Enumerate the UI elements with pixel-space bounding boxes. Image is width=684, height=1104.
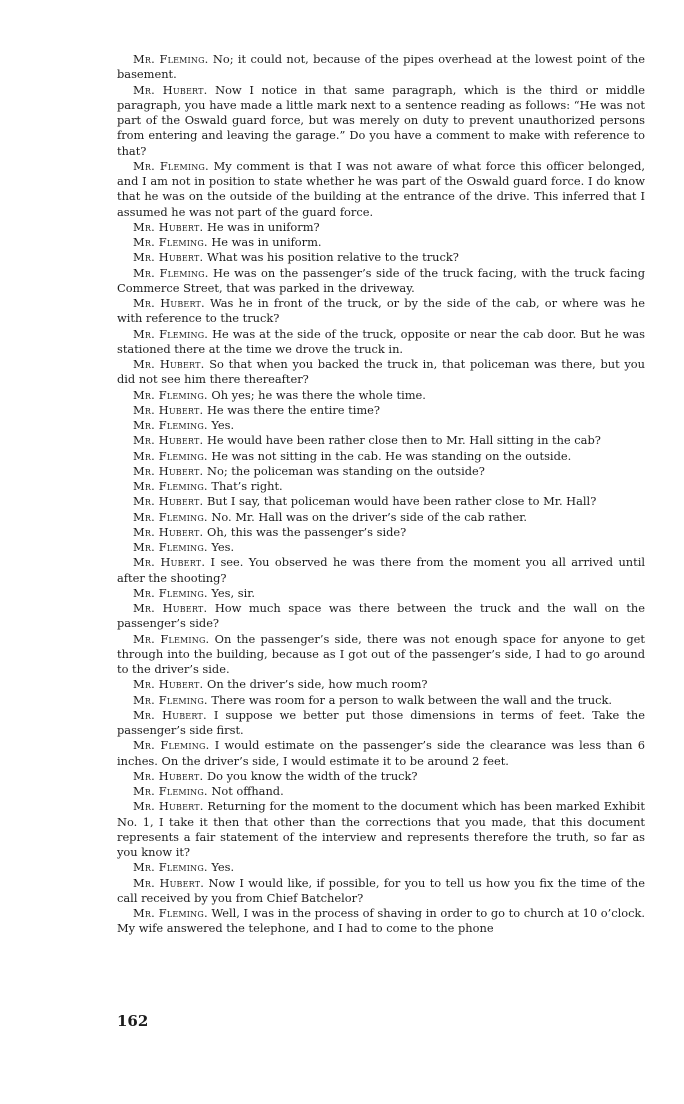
testimony-paragraph — [117, 784, 645, 799]
testimony-paragraph — [117, 632, 645, 678]
testimony-text: Not offhand. — [211, 784, 284, 798]
testimony-paragraph — [117, 159, 645, 220]
speaker-name: Mr. Hubert. — [133, 494, 204, 509]
testimony-text: No; it could not, because of the pipes overhead at the lowest point of the basement. — [117, 52, 645, 82]
testimony-text: He was at the side of the truck, opposite or near the cab door. But he was stationed there at the time we drove the truck in. — [117, 326, 646, 356]
testimony-paragraph — [117, 906, 645, 937]
speaker-name: Mr. Fleming. — [133, 509, 208, 524]
testimony-text: Do you know the width of the truck? — [207, 768, 418, 783]
testimony-text: But I say, that policeman would have been rather close to Mr. Hall? — [207, 494, 597, 509]
speaker-name: Mr. Fleming. — [133, 265, 209, 280]
testimony-text: Oh yes; he was there the whole time. — [211, 387, 426, 402]
testimony-text: No. Mr. Hall was on the driver’s side of the cab rather. — [211, 509, 528, 524]
testimony-paragraph — [117, 403, 645, 418]
speaker-name: Mr. Fleming. — [133, 479, 208, 493]
speaker-name: Mr. Fleming. — [133, 158, 209, 173]
speaker-name: Mr. Fleming. — [133, 540, 208, 554]
testimony-text: I see. You observed he was there from the moment you all arrived until after the shooting? — [117, 555, 645, 585]
testimony-paragraph — [117, 510, 645, 525]
speaker-name: Mr. Fleming. — [133, 906, 208, 920]
testimony-text: Yes. — [211, 860, 235, 875]
testimony-paragraph — [117, 677, 645, 692]
testimony-text: He was there the entire time? — [207, 402, 381, 417]
speaker-name: Mr. Hubert. — [133, 677, 204, 692]
testimony-paragraph — [117, 52, 645, 83]
testimony-text: He was in uniform? — [207, 219, 320, 234]
testimony-paragraph — [117, 601, 645, 632]
testimony-paragraph — [117, 586, 645, 601]
speaker-name: Mr. Fleming. — [133, 585, 208, 600]
speaker-name: Mr. Hubert. — [133, 463, 204, 478]
testimony-paragraph — [117, 555, 645, 586]
testimony-paragraph — [117, 449, 645, 464]
speaker-name: Mr. Hubert. — [133, 250, 204, 265]
speaker-name: Mr. Fleming. — [133, 692, 208, 707]
testimony-text: So that when you backed the truck in, that policeman was there, but you did not see him there thereafter? — [117, 357, 645, 387]
testimony-text: On the passenger’s side, there was not enough space for anyone to get through into the building, because as I got out of the passenger’s side, I had to go around to the driver’s side. — [117, 631, 645, 676]
testimony-paragraph — [117, 266, 645, 297]
testimony-text: He was on the passenger’s side of the truck facing, with the truck facing Commerce Street, that was parked in the driveway. — [117, 265, 645, 295]
speaker-name: Mr. Fleming. — [133, 418, 208, 432]
testimony-paragraph — [117, 327, 645, 358]
testimony-paragraph — [117, 525, 645, 540]
testimony-paragraph — [117, 693, 645, 708]
speaker-name: Mr. Hubert. — [133, 875, 205, 890]
speaker-name: Mr. Hubert. — [133, 768, 204, 783]
testimony-paragraph — [117, 769, 645, 784]
speaker-name: Mr. Hubert. — [133, 707, 207, 722]
testimony-text: Returning for the moment to the document which has been marked Exhibit No. 1, I take it then that other than the corrections that you made, that this document represents a fair statement of the interview and represents therefore the truth, so far as you know it? — [117, 799, 645, 859]
testimony-text: My comment is that I was not aware of what force this officer belonged, and I am not in position to state whether he was part of the Oswald guard force. I do know that he was on the outside of the building at the entrance of the drive. This inferred that I assumed he was not part of the guard force. — [117, 158, 645, 219]
speaker-name: Mr. Fleming. — [133, 631, 210, 646]
testimony-paragraph — [117, 357, 645, 388]
testimony-text: Yes. — [211, 418, 235, 432]
testimony-text: What was his position relative to the truck? — [207, 250, 459, 265]
testimony-text: I would estimate on the passenger’s side the clearance was less than 6 inches. On the driver’s side, I would estimate it to be around 2 feet. — [117, 738, 646, 768]
testimony-text: How much space was there between the truck and the wall on the passenger’s side? — [117, 601, 645, 631]
testimony-paragraph — [117, 860, 645, 875]
testimony-paragraph — [117, 235, 645, 250]
testimony-paragraph — [117, 494, 645, 509]
testimony-paragraph — [117, 433, 645, 448]
testimony-paragraph — [117, 464, 645, 479]
speaker-name: Mr. Fleming. — [133, 52, 209, 66]
testimony-text: On the driver’s side, how much room? — [207, 677, 428, 692]
speaker-name: Mr. Fleming. — [133, 235, 208, 249]
testimony-paragraph — [117, 418, 645, 433]
testimony-paragraph — [117, 296, 645, 327]
speaker-name: Mr. Fleming. — [133, 448, 208, 463]
testimony-paragraph — [117, 250, 645, 265]
testimony-paragraph — [117, 388, 645, 403]
speaker-name: Mr. Fleming. — [133, 738, 210, 753]
testimony-text: Yes. — [211, 540, 235, 554]
speaker-name: Mr. Hubert. — [133, 799, 204, 814]
speaker-name: Mr. Hubert. — [133, 357, 205, 371]
speaker-name: Mr. Fleming. — [133, 326, 209, 341]
testimony-text: He was not sitting in the cab. He was standing on the outside. — [211, 448, 572, 463]
speaker-name: Mr. Fleming. — [133, 387, 208, 402]
speaker-name: Mr. Hubert. — [133, 524, 204, 539]
testimony-text: Now I notice in that same paragraph, which is the third or middle paragraph, you have made a little mark next to a sentence reading as follows: “He was not part of the Oswald guard force, but was merely on duty to prevent unauthorized persons from entering and leaving the garage.” Do you have a comment to make with reference to that? — [117, 82, 645, 158]
testimony-paragraph — [117, 479, 645, 494]
testimony-text: Well, I was in the process of shaving in order to go to church at 10 o’clock. My wife answered the telephone, and I had to come to the phone — [117, 906, 646, 936]
speaker-name: Mr. Hubert. — [133, 219, 204, 234]
testimony-text: Oh, this was the passenger’s side? — [207, 524, 407, 539]
testimony-paragraph — [117, 540, 645, 555]
testimony-text: Was he in front of the truck, or by the side of the cab, or where was he with reference to the truck? — [117, 296, 645, 326]
speaker-name: Mr. Fleming. — [133, 860, 208, 875]
testimony-paragraph — [117, 799, 645, 860]
testimony-text: Yes, sir. — [211, 585, 256, 600]
testimony-text: There was room for a person to walk between the wall and the truck. — [211, 692, 612, 707]
testimony-paragraph — [117, 220, 645, 235]
testimony-text: That’s right. — [211, 479, 283, 493]
testimony-text: I suppose we better put those dimensions in terms of feet. Take the passenger’s side first. — [117, 707, 645, 737]
testimony-paragraph — [117, 708, 645, 739]
speaker-name: Mr. Hubert. — [133, 555, 206, 570]
speaker-name: Mr. Hubert. — [133, 402, 204, 417]
speaker-name: Mr. Hubert. — [133, 433, 204, 448]
speaker-name: Mr. Hubert. — [133, 82, 208, 97]
testimony-paragraph — [117, 738, 645, 769]
transcript-body — [117, 52, 645, 937]
testimony-text: No; the policeman was standing on the outside? — [207, 463, 485, 478]
testimony-paragraph — [117, 83, 645, 159]
speaker-name: Mr. Hubert. — [133, 601, 208, 615]
testimony-paragraph — [117, 876, 645, 907]
page-number: 162 — [117, 1012, 149, 1030]
speaker-name: Mr. Fleming. — [133, 784, 208, 798]
testimony-text: He was in uniform. — [211, 235, 322, 249]
testimony-text: He would have been rather close then to Mr. Hall sitting in the cab? — [207, 433, 601, 448]
testimony-text: Now I would like, if possible, for you to tell us how you fix the time of the call received by you from Chief Batchelor? — [117, 875, 645, 905]
speaker-name: Mr. Hubert. — [133, 296, 205, 310]
